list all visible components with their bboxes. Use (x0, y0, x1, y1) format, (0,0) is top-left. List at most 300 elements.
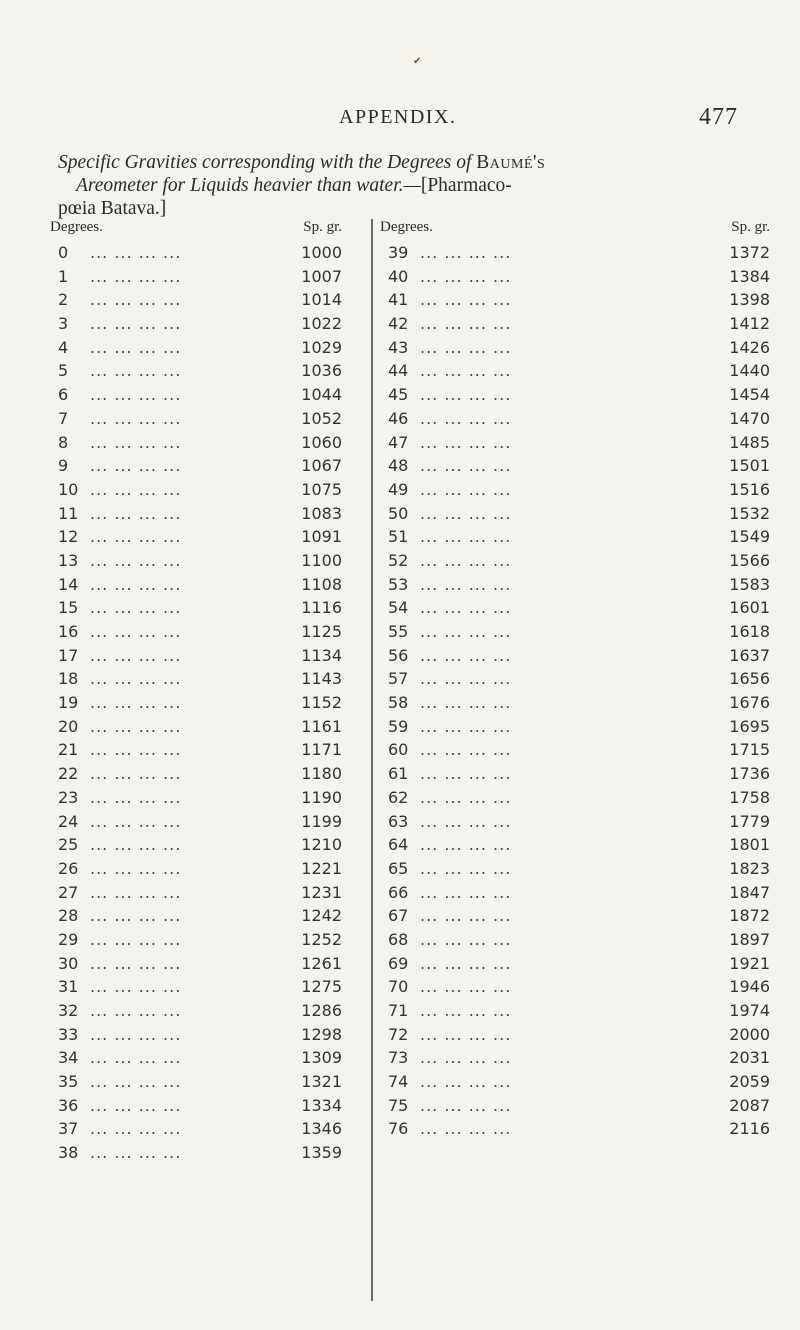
degree-value: 54 (388, 598, 409, 618)
dot-leader: ... ... ... ... (90, 787, 182, 807)
table-row (50, 383, 342, 407)
degree-value: 65 (388, 858, 409, 878)
degree-value: 74 (388, 1072, 409, 1092)
degree-value: 60 (388, 740, 409, 760)
degree-value: 64 (388, 835, 409, 855)
table-row (380, 525, 770, 549)
table-row (50, 762, 342, 786)
table-row (380, 644, 770, 668)
specific-gravity-value: 1134 (301, 645, 342, 665)
dot-leader: ... ... ... ... (90, 1024, 182, 1044)
left-rows (50, 241, 342, 1165)
table-row (50, 786, 342, 810)
table-row (50, 241, 342, 265)
degree-value: 35 (58, 1072, 79, 1092)
dot-leader: ... ... ... ... (420, 1001, 512, 1020)
degree-value: 68 (388, 929, 409, 949)
degree-value: 13 (58, 550, 79, 570)
specific-gravity-value: 1485 (729, 432, 770, 452)
dot-leader: ... ... ... ... (420, 953, 512, 973)
degree-value: 36 (58, 1095, 79, 1115)
dot-leader: ... ... ... ... (420, 598, 512, 618)
degree-value: 19 (58, 693, 79, 713)
specific-gravity-value: 2031 (729, 1048, 770, 1068)
degree-value: 37 (58, 1119, 79, 1139)
degree-value: 33 (58, 1024, 79, 1044)
dot-leader: ... ... ... ... (90, 764, 182, 784)
specific-gravity-value: 1036 (301, 361, 342, 381)
table-row (50, 1141, 342, 1165)
dot-leader: ... ... ... ... (420, 858, 512, 878)
column-divider (371, 219, 373, 1301)
table-row (380, 312, 770, 336)
table-row (50, 1046, 342, 1070)
degree-value: 67 (388, 906, 409, 926)
dot-leader: ... ... ... ... (420, 479, 512, 499)
table-row (380, 999, 770, 1023)
table-row (380, 1117, 770, 1141)
specific-gravity-value: 1974 (729, 1001, 770, 1020)
table-row (380, 975, 770, 999)
degree-value: 49 (388, 479, 409, 499)
dot-leader: ... ... ... ... (420, 290, 512, 310)
specific-gravity-value: 1946 (729, 977, 770, 997)
specific-gravity-value: 1656 (729, 669, 770, 689)
dot-leader: ... ... ... ... (90, 337, 182, 357)
specific-gravity-value: 1044 (301, 385, 342, 405)
dot-leader: ... ... ... ... (90, 243, 182, 262)
specific-gravity-value: 2116 (729, 1119, 770, 1139)
table-row (50, 359, 342, 383)
specific-gravity-value: 1715 (729, 740, 770, 760)
dot-leader: ... ... ... ... (420, 882, 512, 902)
specific-gravity-value: 1261 (301, 953, 342, 973)
caption-line-2 (58, 174, 768, 197)
specific-gravity-value: 1897 (729, 929, 770, 949)
degree-value: 53 (388, 574, 409, 594)
specific-gravity-value: 1779 (729, 811, 770, 831)
specific-gravity-value: 1252 (301, 929, 342, 949)
table-row (50, 1070, 342, 1094)
degree-value: 16 (58, 622, 79, 641)
table-row (380, 857, 770, 881)
degree-value: 14 (58, 574, 79, 594)
table-row (50, 288, 342, 312)
degree-value: 11 (58, 503, 79, 523)
specific-gravity-value: 1210 (301, 835, 342, 855)
specific-gravity-value: 1091 (301, 527, 342, 547)
specific-gravity-value: 1601 (729, 598, 770, 618)
table-row (380, 928, 770, 952)
table-row (50, 999, 342, 1023)
table-row (380, 431, 770, 455)
table-row (50, 644, 342, 668)
table-row (50, 881, 342, 905)
specific-gravity-value: 1801 (729, 835, 770, 855)
degree-value: 23 (58, 787, 79, 807)
table-row (380, 359, 770, 383)
degree-value: 25 (58, 835, 79, 855)
dot-leader: ... ... ... ... (90, 740, 182, 760)
table-row (50, 502, 342, 526)
dot-leader: ... ... ... ... (90, 1143, 182, 1163)
degree-value: 22 (58, 764, 79, 784)
dot-leader: ... ... ... ... (90, 479, 182, 499)
specific-gravity-value: 1190 (301, 787, 342, 807)
table-row (380, 904, 770, 928)
degree-value: 5 (58, 361, 69, 381)
table-row (380, 573, 770, 597)
degree-value: 58 (388, 693, 409, 713)
degree-value: 6 (58, 385, 69, 405)
gravity-table (50, 219, 770, 1319)
dot-leader: ... ... ... ... (420, 693, 512, 713)
dot-leader: ... ... ... ... (90, 693, 182, 713)
specific-gravity-value: 1921 (729, 953, 770, 973)
dot-leader: ... ... ... ... (90, 1119, 182, 1139)
specific-gravity-value: 1359 (301, 1143, 342, 1163)
specific-gravity-value: 2087 (729, 1095, 770, 1115)
table-row (50, 573, 342, 597)
specific-gravity-value: 1676 (729, 693, 770, 713)
dot-leader: ... ... ... ... (420, 1048, 512, 1068)
dot-leader: ... ... ... ... (90, 290, 182, 310)
table-row (50, 549, 342, 573)
specific-gravity-value: 1334 (301, 1095, 342, 1115)
dot-leader: ... ... ... ... (90, 550, 182, 570)
table-row (50, 265, 342, 289)
table-caption (58, 151, 768, 220)
right-column (380, 219, 770, 1141)
dot-leader: ... ... ... ... (90, 314, 182, 334)
specific-gravity-value: 2059 (729, 1072, 770, 1092)
specific-gravity-value: 1161 (301, 716, 342, 736)
dot-leader: ... ... ... ... (90, 929, 182, 949)
table-row (380, 738, 770, 762)
specific-gravity-value: 1454 (729, 385, 770, 405)
specific-gravity-value: 1321 (301, 1072, 342, 1092)
dot-leader: ... ... ... ... (420, 432, 512, 452)
table-row (50, 667, 342, 691)
dot-leader: ... ... ... ... (420, 503, 512, 523)
table-row (380, 881, 770, 905)
degree-value: 20 (58, 716, 79, 736)
degree-value: 43 (388, 337, 409, 357)
degree-value: 3 (58, 314, 69, 334)
table-row (380, 715, 770, 739)
degree-value: 44 (388, 361, 409, 381)
specific-gravity-value: 1125 (301, 622, 342, 641)
degree-value: 0 (58, 243, 69, 262)
specific-gravity-value: 1549 (729, 527, 770, 547)
degree-value: 31 (58, 977, 79, 997)
ink-mark-icon: ✔ (413, 56, 422, 67)
dot-leader: ... ... ... ... (90, 622, 182, 641)
dot-leader: ... ... ... ... (420, 527, 512, 547)
table-row (50, 596, 342, 620)
sp-gr-header: Sp. gr. (303, 219, 342, 235)
table-row (50, 336, 342, 360)
specific-gravity-value: 1372 (729, 243, 770, 262)
table-row (380, 478, 770, 502)
degree-value: 55 (388, 622, 409, 641)
specific-gravity-value: 1014 (301, 290, 342, 310)
degree-value: 21 (58, 740, 79, 760)
specific-gravity-value: 1067 (301, 456, 342, 476)
degree-value: 73 (388, 1048, 409, 1068)
dot-leader: ... ... ... ... (420, 645, 512, 665)
specific-gravity-value: 1242 (301, 906, 342, 926)
specific-gravity-value: 1052 (301, 408, 342, 428)
table-row (380, 620, 770, 644)
specific-gravity-value: 1309 (301, 1048, 342, 1068)
dot-leader: ... ... ... ... (420, 408, 512, 428)
dot-leader: ... ... ... ... (90, 1001, 182, 1020)
dot-leader: ... ... ... ... (420, 835, 512, 855)
page-number: 477 (699, 104, 738, 130)
specific-gravity-value: 1566 (729, 550, 770, 570)
specific-gravity-value: 1426 (729, 337, 770, 357)
degree-value: 71 (388, 1001, 409, 1020)
dot-leader: ... ... ... ... (90, 385, 182, 405)
specific-gravity-value: 1116 (301, 598, 342, 618)
specific-gravity-value: 1346 (301, 1119, 342, 1139)
caption-line-1-text: Specific Gravities corresponding with the Degrees of (58, 152, 472, 173)
table-row (50, 525, 342, 549)
dot-leader: ... ... ... ... (420, 929, 512, 949)
specific-gravity-value: 1384 (729, 266, 770, 286)
degree-value: 34 (58, 1048, 79, 1068)
degree-value: 24 (58, 811, 79, 831)
specific-gravity-value: 1532 (729, 503, 770, 523)
degree-value: 29 (58, 929, 79, 949)
degree-value: 32 (58, 1001, 79, 1020)
degree-value: 47 (388, 432, 409, 452)
specific-gravity-value: 1823 (729, 858, 770, 878)
dot-leader: ... ... ... ... (90, 645, 182, 665)
running-title: APPENDIX. (339, 106, 457, 128)
specific-gravity-value: 1180 (301, 764, 342, 784)
dot-leader: ... ... ... ... (420, 811, 512, 831)
table-row (50, 715, 342, 739)
right-column-header (380, 219, 770, 241)
dot-leader: ... ... ... ... (420, 314, 512, 334)
table-row (380, 1046, 770, 1070)
specific-gravity-value: 1007 (301, 266, 342, 286)
table-row (380, 596, 770, 620)
table-row (380, 265, 770, 289)
table-row (380, 336, 770, 360)
specific-gravity-value: 1221 (301, 858, 342, 878)
table-row (50, 738, 342, 762)
table-row (380, 667, 770, 691)
dot-leader: ... ... ... ... (420, 550, 512, 570)
specific-gravity-value: 1231 (301, 882, 342, 902)
degree-value: 39 (388, 243, 409, 262)
table-row (380, 786, 770, 810)
sp-gr-header: Sp. gr. (731, 219, 770, 235)
dot-leader: ... ... ... ... (90, 408, 182, 428)
degree-value: 70 (388, 977, 409, 997)
caption-line-1 (58, 151, 768, 174)
table-row (380, 810, 770, 834)
table-row (50, 975, 342, 999)
degree-value: 27 (58, 882, 79, 902)
dot-leader: ... ... ... ... (420, 243, 512, 262)
degree-value: 26 (58, 858, 79, 878)
dot-leader: ... ... ... ... (420, 1072, 512, 1092)
degree-value: 2 (58, 290, 69, 310)
degree-value: 51 (388, 527, 409, 547)
degree-value: 52 (388, 550, 409, 570)
table-row (380, 1070, 770, 1094)
table-row (380, 288, 770, 312)
dot-leader: ... ... ... ... (90, 906, 182, 926)
table-row (50, 407, 342, 431)
running-header (0, 106, 800, 136)
degree-value: 17 (58, 645, 79, 665)
dot-leader: ... ... ... ... (90, 527, 182, 547)
degree-value: 46 (388, 408, 409, 428)
degree-value: 38 (58, 1143, 79, 1163)
table-row (380, 762, 770, 786)
table-row (380, 1023, 770, 1047)
degree-value: 62 (388, 787, 409, 807)
specific-gravity-value: 1583 (729, 574, 770, 594)
specific-gravity-value: 1847 (729, 882, 770, 902)
caption-line-3: pœia Batava.] (58, 198, 167, 219)
specific-gravity-value: 1637 (729, 645, 770, 665)
degree-value: 4 (58, 337, 69, 357)
table-row (50, 1094, 342, 1118)
degree-value: 61 (388, 764, 409, 784)
dot-leader: ... ... ... ... (420, 740, 512, 760)
dot-leader: ... ... ... ... (420, 787, 512, 807)
dot-leader: ... ... ... ... (90, 882, 182, 902)
specific-gravity-value: 1501 (729, 456, 770, 476)
table-row (380, 691, 770, 715)
dot-leader: ... ... ... ... (420, 764, 512, 784)
degree-value: 1 (58, 266, 69, 286)
dot-leader: ... ... ... ... (90, 858, 182, 878)
dot-leader: ... ... ... ... (90, 1095, 182, 1115)
degree-value: 18 (58, 669, 79, 689)
degree-value: 66 (388, 882, 409, 902)
degree-value: 45 (388, 385, 409, 405)
specific-gravity-value: 1872 (729, 906, 770, 926)
dot-leader: ... ... ... ... (90, 811, 182, 831)
dot-leader: ... ... ... ... (90, 669, 182, 689)
table-row (50, 691, 342, 715)
dot-leader: ... ... ... ... (420, 1024, 512, 1044)
table-row (50, 810, 342, 834)
degree-value: 59 (388, 716, 409, 736)
dot-leader: ... ... ... ... (420, 977, 512, 997)
dot-leader: ... ... ... ... (90, 1072, 182, 1092)
degree-value: 15 (58, 598, 79, 618)
dot-leader: ... ... ... ... (420, 456, 512, 476)
degree-value: 56 (388, 645, 409, 665)
dot-leader: ... ... ... ... (420, 266, 512, 286)
degree-value: 40 (388, 266, 409, 286)
specific-gravity-value: 1275 (301, 977, 342, 997)
specific-gravity-value: 1000 (301, 243, 342, 262)
specific-gravity-value: 2000 (729, 1024, 770, 1044)
specific-gravity-value: 1298 (301, 1024, 342, 1044)
dot-leader: ... ... ... ... (90, 598, 182, 618)
table-row (50, 857, 342, 881)
degree-value: 8 (58, 432, 69, 452)
specific-gravity-value: 1022 (301, 314, 342, 334)
table-row (50, 904, 342, 928)
table-row (50, 431, 342, 455)
table-row (50, 833, 342, 857)
specific-gravity-value: 1060 (301, 432, 342, 452)
specific-gravity-value: 1143 (301, 669, 342, 689)
degrees-header: Degrees. (380, 219, 433, 235)
specific-gravity-value: 1470 (729, 408, 770, 428)
specific-gravity-value: 1618 (729, 622, 770, 641)
degree-value: 28 (58, 906, 79, 926)
degree-value: 10 (58, 479, 79, 499)
table-row (50, 952, 342, 976)
degree-value: 75 (388, 1095, 409, 1115)
right-rows (380, 241, 770, 1141)
specific-gravity-value: 1083 (301, 503, 342, 523)
dot-leader: ... ... ... ... (90, 266, 182, 286)
degree-value: 69 (388, 953, 409, 973)
specific-gravity-value: 1152 (301, 693, 342, 713)
specific-gravity-value: 1075 (301, 479, 342, 499)
dot-leader: ... ... ... ... (420, 669, 512, 689)
table-row (50, 1023, 342, 1047)
specific-gravity-value: 1108 (301, 574, 342, 594)
table-row (50, 478, 342, 502)
degree-value: 48 (388, 456, 409, 476)
table-row (50, 454, 342, 478)
left-column (50, 219, 342, 1165)
dot-leader: ... ... ... ... (90, 432, 182, 452)
specific-gravity-value: 1286 (301, 1001, 342, 1020)
degree-value: 76 (388, 1119, 409, 1139)
table-row (380, 549, 770, 573)
specific-gravity-value: 1516 (729, 479, 770, 499)
specific-gravity-value: 1398 (729, 290, 770, 310)
dot-leader: ... ... ... ... (90, 503, 182, 523)
caption-author-name: Baumé's (476, 152, 546, 173)
table-row (50, 928, 342, 952)
caption-source-start: [Pharmaco- (420, 175, 512, 196)
table-row (50, 312, 342, 336)
degree-value: 63 (388, 811, 409, 831)
table-row (380, 383, 770, 407)
degree-value: 42 (388, 314, 409, 334)
degree-value: 50 (388, 503, 409, 523)
degree-value: 7 (58, 408, 69, 428)
dot-leader: ... ... ... ... (420, 1119, 512, 1139)
table-row (50, 620, 342, 644)
degree-value: 41 (388, 290, 409, 310)
dot-leader: ... ... ... ... (420, 906, 512, 926)
degree-value: 9 (58, 456, 69, 476)
caption-line-2-text: Areometer for Liquids heavier than water.— (76, 175, 421, 196)
dot-leader: ... ... ... ... (420, 574, 512, 594)
table-row (380, 241, 770, 265)
specific-gravity-value: 1695 (729, 716, 770, 736)
dot-leader: ... ... ... ... (420, 622, 512, 641)
specific-gravity-value: 1412 (729, 314, 770, 334)
table-row (380, 1094, 770, 1118)
